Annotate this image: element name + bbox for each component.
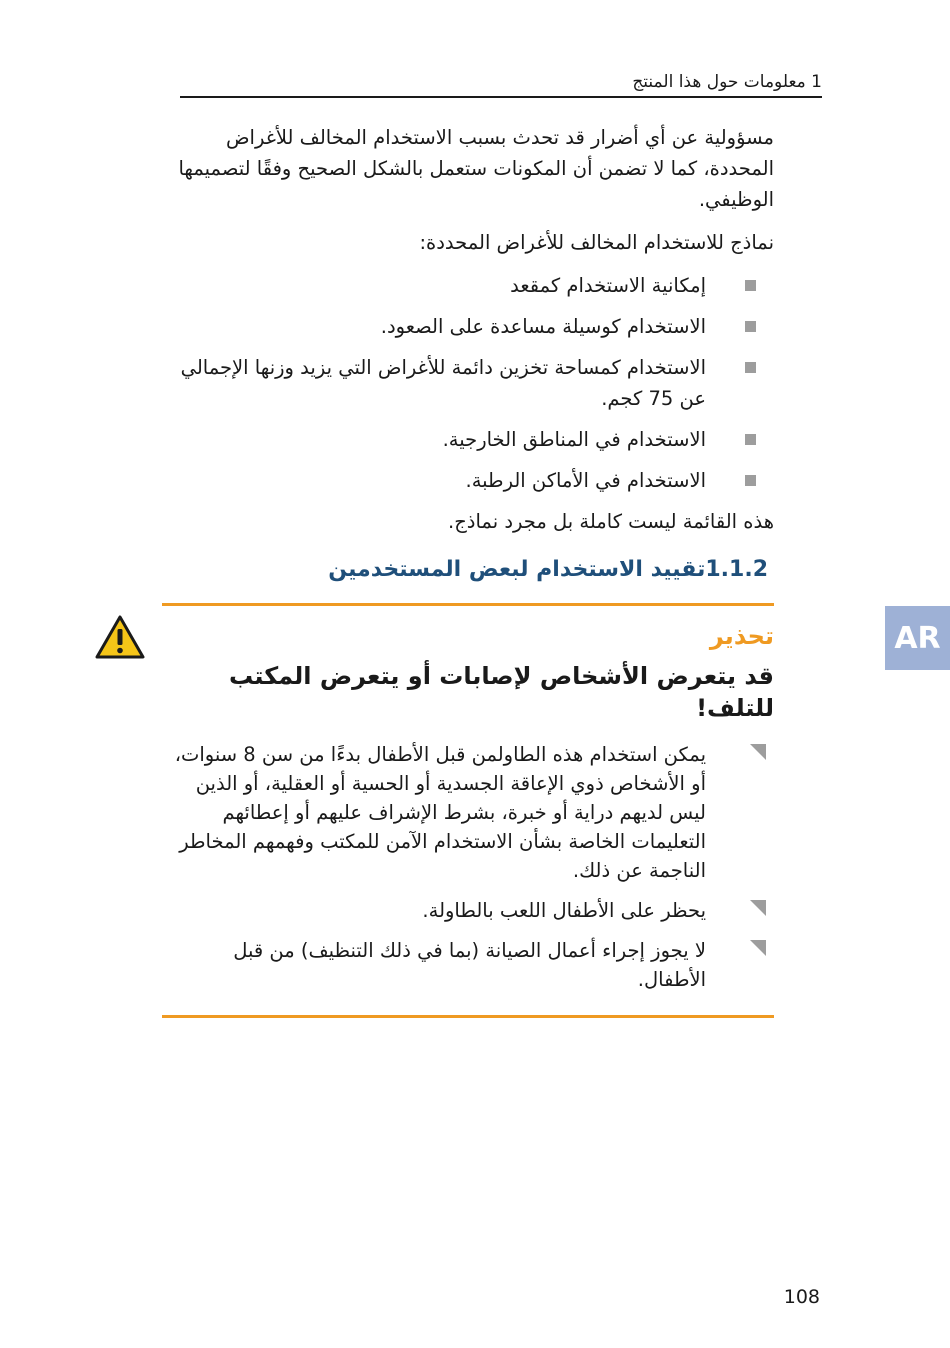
square-bullet-icon (745, 362, 756, 373)
list-item: الاستخدام في المناطق الخارجية. (162, 424, 706, 455)
section-title: تقييد الاستخدام لبعض المستخدمين (328, 557, 706, 582)
square-bullet-icon (745, 434, 756, 445)
examples-intro: نماذج للاستخدام المخالف للأغراض المحددة: (419, 231, 774, 254)
list-note: هذه القائمة ليست كاملة بل مجرد نماذج. (448, 510, 774, 533)
page-content (162, 122, 774, 1018)
examples-list (162, 270, 774, 496)
warning-box (162, 603, 774, 1018)
warning-headline: قد يتعرض الأشخاص لإصابات أو يتعرض المكتب للتلف! (229, 662, 774, 722)
square-bullet-icon (745, 475, 756, 486)
language-tab: AR (885, 606, 950, 670)
triangle-bullet-icon (750, 900, 766, 916)
triangle-bullet-icon (750, 940, 766, 956)
list-item: يحظر على الأطفال اللعب بالطاولة. (162, 896, 706, 925)
square-bullet-icon (745, 321, 756, 332)
list-item: الاستخدام كمساحة تخزين دائمة للأغراض التي يزيد وزنها الإجمالي عن 75 كجم. (162, 352, 706, 414)
list-item: الاستخدام كوسيلة مساعدة على الصعود. (162, 311, 706, 342)
page-number: 108 (783, 1286, 820, 1308)
section-heading (162, 553, 774, 587)
intro-paragraph: مسؤولية عن أي أضرار قد تحدث بسبب الاستخدام المخالف للأغراض المحددة، كما لا تضمن أن المكونات ستعمل بالشكل الصحيح وفقًا لتصميمها الوظيفي. (178, 126, 774, 211)
list-item: لا يجوز إجراء أعمال الصيانة (بما في ذلك التنظيف) من قبل الأطفال. (162, 936, 706, 994)
list-item: إمكانية الاستخدام كمقعد (162, 270, 706, 301)
list-item: يمكن استخدام هذه الطاولمن قبل الأطفال بدءًا من سن 8 سنوات، أو الأشخاص ذوي الإعاقة الجسدية أو الحسية أو العقلية، أو الذين ليس لديهم دراية أو خبرة، بشرط الإشراف عليهم أو إعطائهم التعليمات الخاصة بشأن الاستخدام الآمن للمكتب وفهمهم المخاطر الناجمة عن ذلك. (162, 740, 706, 885)
section-number: 1.1.2 (705, 557, 768, 582)
running-title: 1 معلومات حول هذا المنتج (632, 72, 822, 92)
running-header (180, 68, 822, 98)
warning-items (162, 740, 774, 994)
list-item: الاستخدام في الأماكن الرطبة. (162, 465, 706, 496)
square-bullet-icon (745, 280, 756, 291)
warning-triangle-icon (94, 614, 146, 660)
triangle-bullet-icon (750, 744, 766, 760)
warning-label: تحذير (709, 622, 774, 650)
